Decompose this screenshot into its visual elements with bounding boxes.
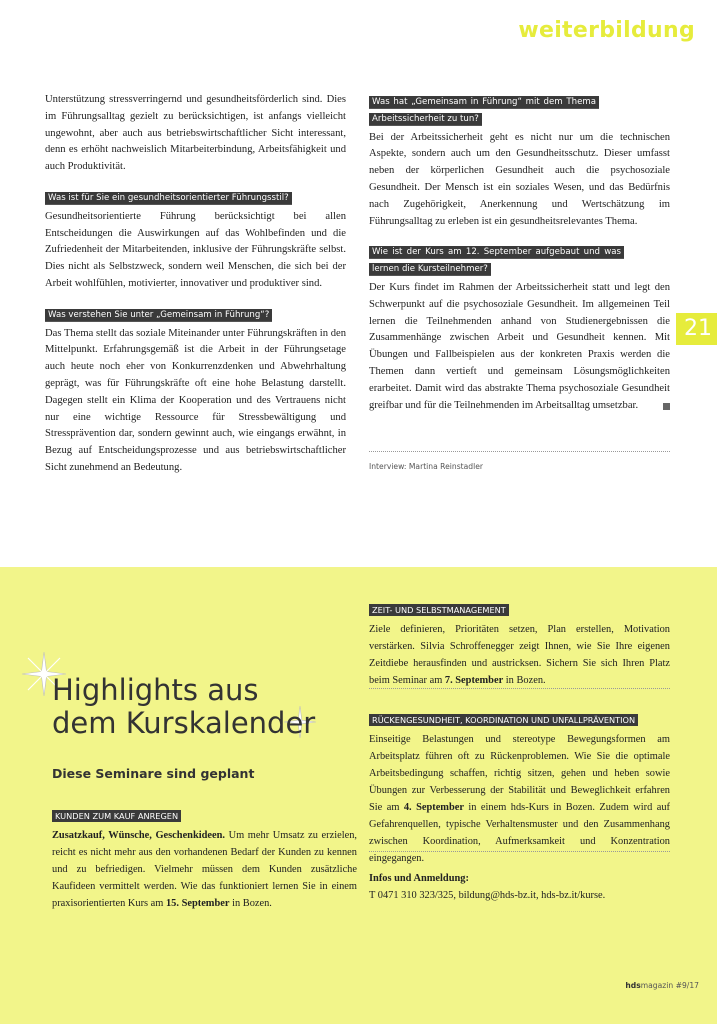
- page-number: 21: [684, 316, 712, 341]
- answer-paragraph: Bei der Arbeitssicherheit geht es nicht nur um die technischen Aspekte, sondern auch um den Gesundheitsschutz. Dieser umfasst neben der körperlichen Gesundheit auch die psychosoziale Gesundheit. Der Mensch ist ein soziales Wesen, und das Bedürfnis nach Zugehörigkeit, Anerkennung und Wertschätzung im Führungsalltag zu erleben ist ein gesundheitsrelevantes Thema.: [369, 131, 670, 227]
- interview-credit: Interview: Martina Reinstadler: [369, 462, 484, 471]
- course-date: 7. September: [444, 675, 504, 686]
- intro-paragraph: Unterstützung stressverringernd und gesundheitsförderlich sind. Dies im Führungsalltag gezielt zu berücksichtigen, ist anfangs vielleicht ungewohnt, aber auch aus betriebswirtschaftlicher Sicht interessant, denn es erhöht nachweislich Mitarbeiterbindung, Arbeitsfähigkeit und auch Produktivität.: [45, 94, 346, 173]
- course-lead: Zusatzkauf, Wünsche, Geschenkideen.: [52, 830, 226, 841]
- divider: [369, 851, 670, 852]
- highlights-title: Highlights aus dem Kurskalender: [52, 673, 316, 740]
- highlights-subtitle: Diese Seminare sind geplant: [52, 766, 255, 781]
- qa-block: [369, 244, 670, 414]
- course-rueckengesundheit: RÜCKENGESUNDHEIT, KOORDINATION UND UNFALLPRÄVENTION Einseitige Belastungen und stereotype Bewegungsformen am Arbeitsplatz führen oft zu Rückenproblemen. Wie Sie die optimale Arbeitsbedingung schaffen, richtig sitzen, gehen und heben sowie Übungen zur Verbesserung der Stabilität und Beweglichkeit erfahren Sie am 4. September in einem hds-Kurs in Bozen. Zudem wird auf Gefahrenquellen, typische Verhaltensmuster und den Zusammenhang zwischen Koordination, Aufmerksamkeit und Konzentration eingegangen.: [369, 715, 670, 864]
- course-tag: ZEIT- UND SELBSTMANAGEMENT: [369, 604, 509, 616]
- course-tag: RÜCKENGESUNDHEIT, KOORDINATION UND UNFALLPRÄVENTION: [369, 714, 638, 726]
- course-kunden: KUNDEN ZUM KAUF ANREGEN Zusatzkauf, Wünsche, Geschenkideen. Um mehr Umsatz zu erzielen, reicht es nicht mehr aus den vorhandenen Bedarf der Kunden zu kennen und zu befriedigen. Vielmehr müssen dem Kunden zusätzliche Kaufideen vermittelt werden. Wie das funktioniert lernen Sie in einem praxisorientierten Kurs am 15. September in Bozen.: [52, 811, 357, 909]
- question-heading: Was verstehen Sie unter „Gemeinsam in Führung“?: [45, 309, 272, 322]
- divider: [369, 451, 670, 452]
- course-zeitmanagement: ZEIT- UND SELBSTMANAGEMENT Ziele definieren, Prioritäten setzen, Plan erstellen, Motivation verstärken. Silvia Schroffenegger zeigt Ihnen, wie Sie Ihre eigenen Zeitdiebe herausfinden und austricksen. Sichern Sie sich Ihren Platz beim Seminar am 7. September in Bozen.: [369, 605, 670, 686]
- course-date: 15. September: [165, 898, 230, 909]
- left-column: [45, 92, 346, 477]
- question-heading: Wie ist der Kurs am 12. September aufgebaut und was lernen die Kursteilnehmer?: [369, 246, 624, 276]
- info-heading: Infos und Anmeldung:: [369, 873, 469, 884]
- qa-block: [45, 307, 346, 477]
- question-heading: Was hat „Gemeinsam in Führung“ mit dem Thema Arbeitssicherheit zu tun?: [369, 96, 599, 126]
- answer-paragraph: Der Kurs findet im Rahmen der Arbeitssicherheit statt und legt den Schwerpunkt auf die psychosoziale Gesundheit. Im allgemeinen Teil lernen die Teilnehmenden anhand von Studienergebnissen die Zusammenhänge zwischen Arbeit und Gesundheit kennen. Mit Übungen und Fallbeispielen aus der konkreten Praxis werden die Themen dann vertieft und gemeinsam Lösungsmöglichkeiten erarbeitet. Damit wird das abstrakte Thema psychosoziale Gesundheit greifbar und für die Teilnehmenden im Arbeitsalltag umsetzbar.: [369, 281, 670, 411]
- end-mark: [663, 403, 670, 410]
- info-contact[interactable]: T 0471 310 323/325, bildung@hds-bz.it, hds-bz.it/kurse.: [369, 890, 606, 901]
- answer-paragraph: Gesundheitsorientierte Führung berücksichtigt bei allen Entscheidungen die Auswirkungen auf das Wohlbefinden und die Zufriedenheit der Mitarbeitenden, inklusive der Führungskräfte selbst. Dies nicht als Selbstzweck, sondern weil Menschen, die sich bei der Arbeit wohlfühlen, motivierter, innovativer und produktiver sind.: [45, 210, 346, 289]
- divider: [369, 688, 670, 689]
- qa-block: [45, 190, 346, 293]
- footer-magazine: hdsmagazin #9/17: [625, 981, 699, 990]
- course-tag: KUNDEN ZUM KAUF ANREGEN: [52, 810, 181, 822]
- answer-paragraph: Das Thema stellt das soziale Miteinander unter Führungskräften in den Mittelpunkt. Erfahrungsgemäß ist die Arbeit in der Führungsetage auch heute noch eher von Konkurrenzdenken und Abwehrhaltung geprägt, was für Führungskräfte oft eine hohe Belastung darstellt. Dagegen stellt ein Klima der Kooperation und des Vertrauens nicht nur eine wichtige Ressource für Stressbewältigung und Stressprävention dar, sondern gewinnt auch, wie eingangs erwähnt, in Bezug auf Entscheidungsprozesse und aus betriebswirtschaftlicher Sicht zunehmend an Bedeutung.: [45, 327, 346, 473]
- section-title: weiterbildung: [518, 18, 695, 43]
- info-block: [369, 870, 670, 904]
- question-heading: Was ist für Sie ein gesundheitsorientierter Führungsstil?: [45, 192, 292, 205]
- right-column: [369, 94, 670, 414]
- course-date: 4. September: [403, 802, 464, 813]
- qa-block: [369, 94, 670, 230]
